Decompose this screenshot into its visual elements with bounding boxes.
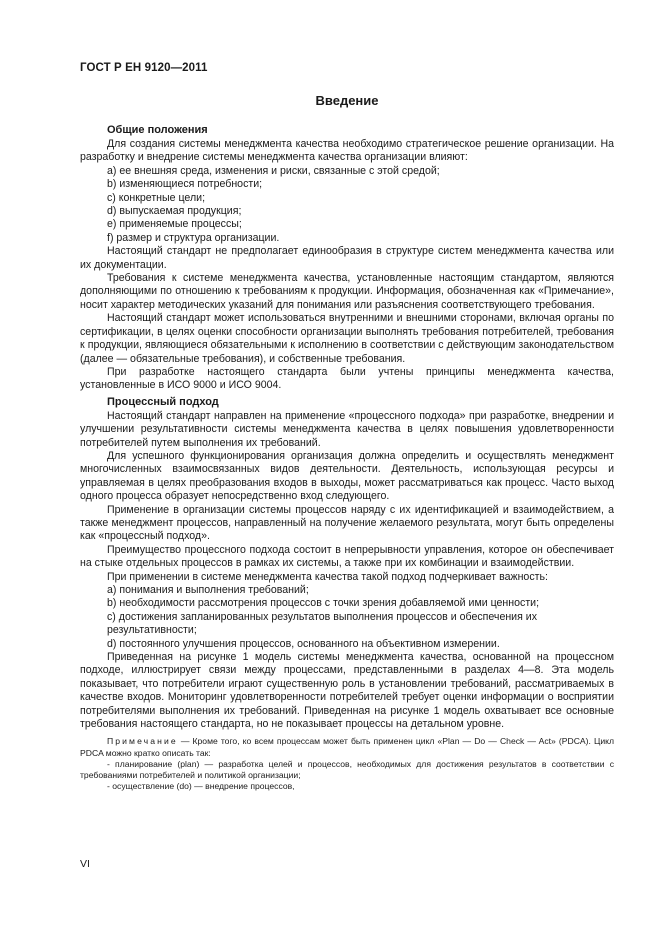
paragraph: Для успешного функционирования организация должна определить и осуществлять менеджмент многочисленных взаимосвязанных видов деятельности. Деятельность, использующая ресурсы и управляемая в целях преобразования входов в выходы, может рассматриваться как процесс. Часто выход одного процесса образует непосредственно вход следующего.: [80, 449, 614, 503]
section-heading-general: Общие положения: [107, 124, 208, 136]
list-item: c) достижения запланированных результатов выполнения процессов и обеспечения их результативности;: [107, 610, 537, 637]
note-item: - осуществление (do) — внедрение процессов,: [107, 781, 295, 792]
list-item: f) размер и структура организации.: [107, 231, 280, 244]
note-paragraph: [80, 736, 614, 758]
note-block: [80, 736, 614, 792]
paragraph: При применении в системе менеджмента качества такой подход подчеркивает важность:: [107, 570, 548, 583]
paragraph: Требования к системе менеджмента качества, установленные настоящим стандартом, являются дополняющими по отношению к требованиям к продукции. Информация, обозначенная как «Примечание», носит характер методических указаний для понимания или разъяснения соответствующего требования.: [80, 272, 614, 311]
note-label: Примечание: [107, 736, 178, 747]
list-item: d) выпускаемая продукция;: [107, 205, 242, 218]
list-item: b) изменяющиеся потребности;: [107, 178, 263, 191]
list-item: b) необходимости рассмотрения процессов с точки зрения добавляемой ими ценности;: [107, 597, 540, 610]
paragraph: Приведенная на рисунке 1 модель системы менеджмента качества, основанной на процессном подходе, иллюстрирует связи между процессами, представленными в разделах 4—8. Эта модель показывает, что потребители играют существенную роль в установлении требований, рассматриваемых в качестве входов. Мониторинг удовлетворенности потребителей требует оценки информации о восприятии потребителями выполнения их требований. Приведенная на рисунке 1 модель охватывает все основные требования настоящего стандарта, но не показывает процессы на детальном уровне.: [80, 651, 614, 731]
list-item: d) постоянного улучшения процессов, основанного на объективном измерении.: [107, 637, 500, 650]
document-id: ГОСТ Р ЕН 9120—2011: [80, 62, 208, 74]
note-item: - планирование (plan) — разработка целей и процессов, необходимых для достижения результатов в соответствии с требованиями потребителей и политикой организации;: [80, 758, 614, 781]
paragraph: Применение в организации системы процессов наряду с их идентификацией и взаимодействием, а также менеджмент процессов, направленный на получение желаемого результата, могут быть определены как «процессный подход».: [80, 503, 614, 543]
page-number: VI: [80, 858, 90, 870]
paragraph: При разработке настоящего стандарта были учтены принципы менеджмента качества, установленные в ИСО 9000 и ИСО 9004.: [80, 365, 614, 392]
page-title: Введение: [315, 93, 379, 108]
list-item: a) ее внешняя среда, изменения и риски, связанные с этой средой;: [107, 164, 440, 177]
list-item: c) конкретные цели;: [107, 191, 206, 204]
paragraph: Для создания системы менеджмента качества необходимо стратегическое решение организации. На разработку и внедрение системы менеджмента качества организации влияют:: [80, 138, 614, 164]
paragraph: Преимущество процессного подхода состоит в непрерывности управления, которое он обеспечивает на стыке отдельных процессов в рамках их системы, а также при их комбинации и взаимодействии.: [80, 543, 614, 570]
paragraph: Настоящий стандарт не предполагает единообразия в структуре систем менеджмента качества или их документации.: [80, 245, 614, 271]
section-heading-process-approach: Процессный подход: [107, 395, 219, 408]
paragraph: Настоящий стандарт может использоваться внутренними и внешними сторонами, включая органы по сертификации, в целях оценки способности организации выполнять требования потребителей, требования к продукции, являющиеся обязательными к исполнению в соответствии с действующим законодательством (далее — обязательные требования), и собственные требования.: [80, 312, 614, 365]
paragraph: Настоящий стандарт направлен на применение «процессного подхода» при разработке, внедрении и улучшении результативности системы менеджмента качества в целях повышения удовлетворенности потребителей путем выполнения их требований.: [80, 409, 614, 449]
document-page: [80, 62, 614, 792]
list-item: a) понимания и выполнения требований;: [107, 584, 309, 596]
list-item: e) применяемые процессы;: [107, 218, 242, 231]
note-text: — Кроме того, ко всем процессам может быть применен цикл «Plan — Do — Check — Act» (PDCA). Цикл PDCA можно кратко описать так:: [80, 736, 614, 758]
